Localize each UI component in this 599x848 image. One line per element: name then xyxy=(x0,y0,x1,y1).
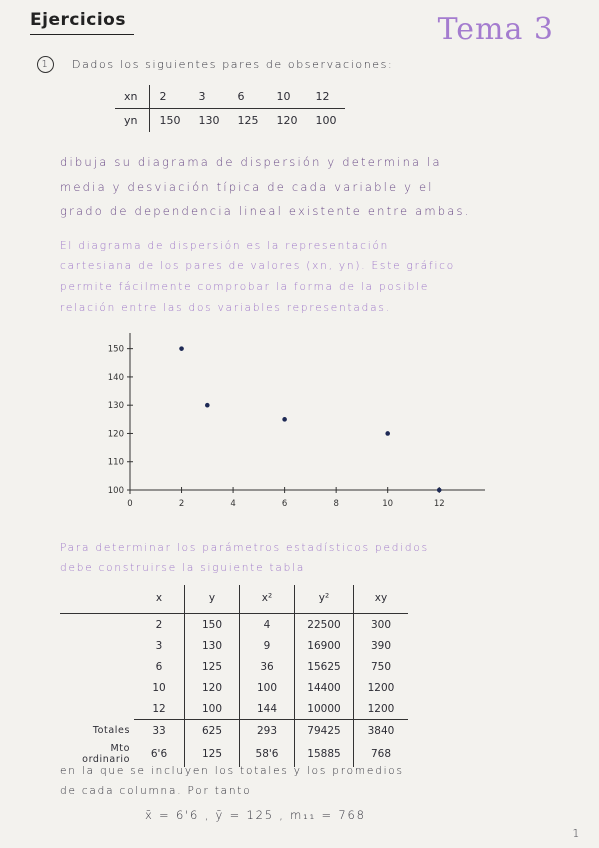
page-number: 1 xyxy=(572,827,581,840)
data-point xyxy=(437,488,442,493)
table-cell: 2 xyxy=(155,618,163,631)
data-point xyxy=(385,431,390,436)
y-tick-label: 120 xyxy=(107,429,124,440)
table-cell: 150 xyxy=(185,614,240,636)
totals-cell: 33 xyxy=(134,720,185,742)
table-cell: 130 xyxy=(185,635,240,656)
conclusion-line: de cada columna. Por tanto xyxy=(60,785,252,797)
table-cell: 10 xyxy=(152,681,166,694)
table-cell: 6 xyxy=(155,660,163,673)
task-line: dibuja su diagrama de dispersión y determina la xyxy=(60,155,442,169)
pairs-x-label: xn xyxy=(115,85,150,109)
table-row xyxy=(60,614,408,636)
task-line: media y desviación típica de cada variable y el xyxy=(60,180,434,194)
table-header-cell: y² xyxy=(295,585,354,614)
explanation-line: cartesiana de los pares de valores (xn, yn). Este gráfico xyxy=(60,260,455,272)
table-cell: 9 xyxy=(240,635,295,656)
pairs-x-value: 12 xyxy=(306,85,345,109)
pairs-x-value: 2 xyxy=(150,85,190,109)
pairs-y-value: 125 xyxy=(237,114,259,127)
means-cell: 58'6 xyxy=(240,741,295,767)
table-header-cell: xy xyxy=(354,585,409,614)
pairs-y-value: 130 xyxy=(198,114,220,127)
y-tick-label: 130 xyxy=(107,401,124,412)
pairs-x-value: 10 xyxy=(267,85,306,109)
data-point xyxy=(179,346,184,351)
table-cell: 4 xyxy=(240,614,295,636)
table-header-cell: y xyxy=(185,585,240,614)
table-cell: 3 xyxy=(155,639,163,652)
exercise-number: 1 xyxy=(37,56,54,73)
table-header-row xyxy=(60,585,408,614)
statistics-table xyxy=(60,585,408,767)
pairs-table xyxy=(115,85,345,132)
y-tick-label: 110 xyxy=(107,457,124,468)
pairs-y-value: 150 xyxy=(159,114,181,127)
table-intro-line: Para determinar los parámetros estadísticos pedidos xyxy=(60,542,429,554)
x-tick-label: 8 xyxy=(333,499,339,509)
x-tick-label: 4 xyxy=(230,499,236,509)
explanation-line: permite fácilmente comprobar la forma de la posible xyxy=(60,281,430,293)
totals-label: Totales xyxy=(92,724,130,736)
explanation-line: El diagrama de dispersión es la representación xyxy=(60,240,390,252)
table-cell: 15625 xyxy=(295,656,354,677)
table-row xyxy=(60,635,408,656)
means-cell: 768 xyxy=(354,741,409,767)
conclusion-line: en la que se incluyen los totales y los promedios xyxy=(60,765,404,777)
header-title: Ejercicios xyxy=(30,10,126,30)
table-cell: 22500 xyxy=(295,614,354,636)
table-row xyxy=(60,698,408,720)
pairs-x-value: 3 xyxy=(189,85,228,109)
table-cell: 12 xyxy=(152,702,166,715)
data-point xyxy=(205,403,210,408)
x-tick-label: 12 xyxy=(433,499,445,509)
topic-title: Tema 3 xyxy=(437,12,554,47)
y-tick-label: 140 xyxy=(107,372,124,383)
table-cell: 390 xyxy=(354,635,409,656)
pairs-y-value: 120 xyxy=(276,114,298,127)
totals-cell: 79425 xyxy=(295,720,354,742)
table-header-cell: x xyxy=(134,585,185,614)
table-cell: 144 xyxy=(240,698,295,720)
task-line: grado de dependencia lineal existente entre ambas. xyxy=(60,204,471,218)
table-row xyxy=(60,677,408,698)
pairs-row-y xyxy=(115,109,345,133)
x-tick-label: 0 xyxy=(127,499,133,509)
pairs-x-value: 6 xyxy=(228,85,267,109)
x-tick-label: 2 xyxy=(178,499,185,509)
table-cell: 36 xyxy=(240,656,295,677)
scatter-plot xyxy=(90,325,500,525)
table-cell: 1200 xyxy=(354,698,409,720)
means-label: Mto ordinario xyxy=(82,743,130,765)
table-cell: 16900 xyxy=(295,635,354,656)
table-means-row xyxy=(60,741,408,767)
means-cell: 125 xyxy=(185,741,240,767)
y-tick-label: 100 xyxy=(107,486,124,496)
pairs-y-value: 100 xyxy=(315,114,337,127)
totals-cell: 293 xyxy=(240,720,295,742)
table-cell: 10000 xyxy=(295,698,354,720)
means-formula: x̄ = 6'6 , ȳ = 125 , m₁₁ = 768 xyxy=(145,808,366,822)
y-tick-label: 150 xyxy=(107,344,124,355)
table-cell: 750 xyxy=(354,656,409,677)
table-cell: 100 xyxy=(240,677,295,698)
x-tick-label: 6 xyxy=(281,499,288,509)
table-cell: 300 xyxy=(354,614,409,636)
table-cell: 14400 xyxy=(295,677,354,698)
table-row xyxy=(60,656,408,677)
explanation-line: relación entre las dos variables representadas. xyxy=(60,302,391,314)
x-tick-label: 10 xyxy=(382,499,394,509)
pairs-y-label: yn xyxy=(115,109,150,133)
means-cell: 15885 xyxy=(295,741,354,767)
header-underline xyxy=(30,34,134,35)
table-cell: 120 xyxy=(185,677,240,698)
data-point xyxy=(282,417,287,422)
totals-cell: 625 xyxy=(185,720,240,742)
table-totals-row xyxy=(60,720,408,742)
table-intro-line: debe construirse la siguiente tabla xyxy=(60,562,306,574)
table-cell: 100 xyxy=(185,698,240,720)
table-cell: 1200 xyxy=(354,677,409,698)
table-header-cell: x² xyxy=(240,585,295,614)
totals-cell: 3840 xyxy=(354,720,409,742)
means-cell: 6'6 xyxy=(150,748,168,760)
table-cell: 125 xyxy=(185,656,240,677)
pairs-row-x xyxy=(115,85,345,109)
exercise-intro: Dados los siguientes pares de observaciones: xyxy=(72,58,394,71)
